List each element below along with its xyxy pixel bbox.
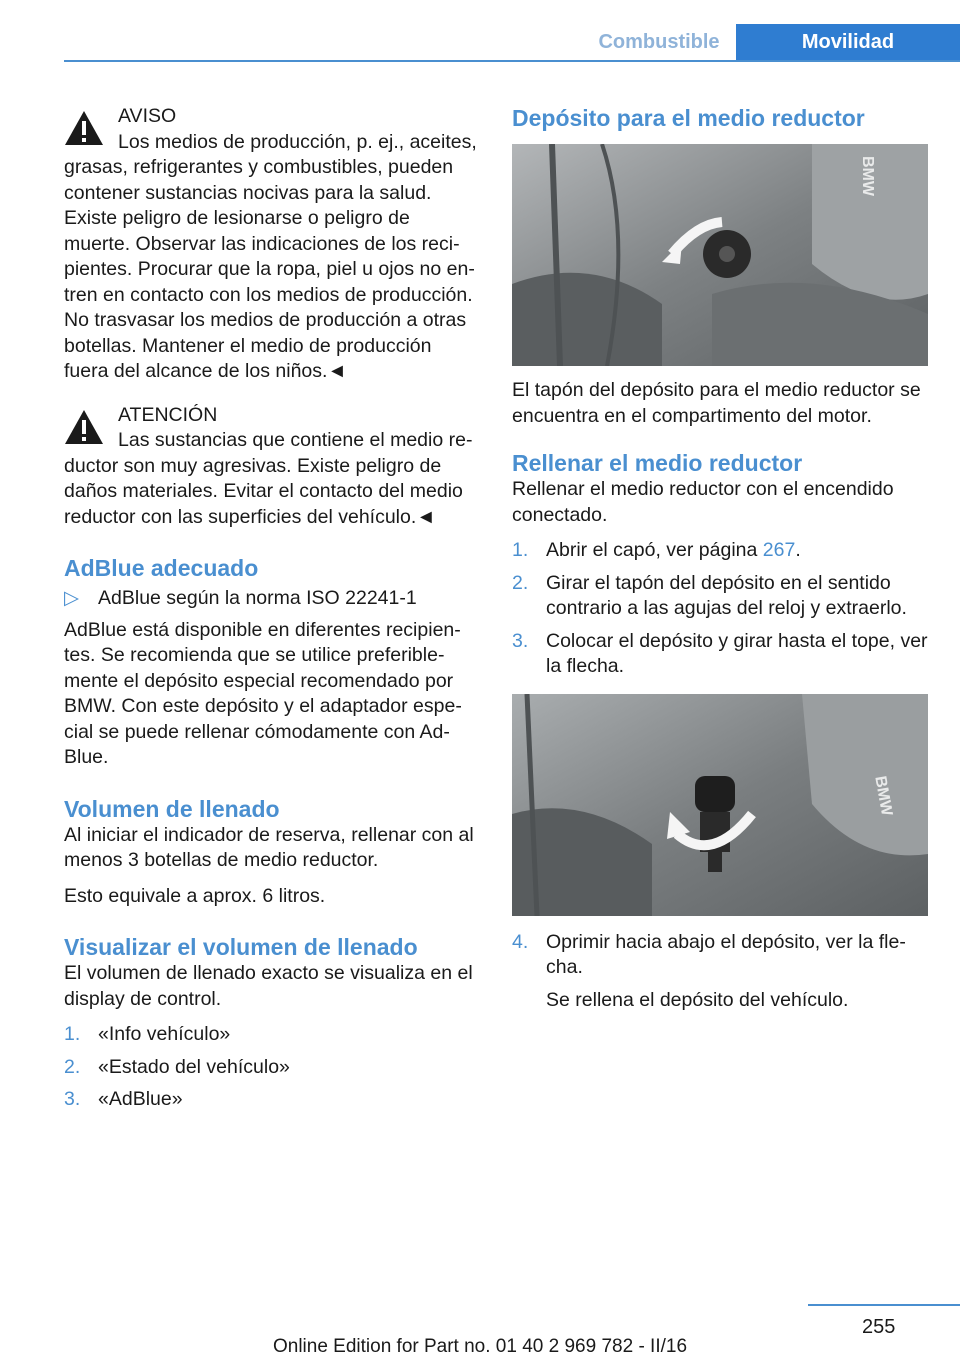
section-heading: Depósito para el medio reductor (512, 105, 865, 131)
steps-list (512, 538, 928, 680)
header-tab-movilidad[interactable]: Movilidad (736, 24, 960, 60)
warning-triangle-icon (64, 110, 104, 146)
warning-triangle-icon (64, 409, 104, 445)
list-item (512, 629, 928, 680)
step-text: Colocar el depósito y girar hasta el tope, ver la flecha. (546, 629, 928, 677)
list-item (512, 930, 928, 981)
photo-caption: El tapón del depósito para el medio reductor se encuentra en el compartimento del motor. (512, 379, 921, 427)
steps-list (512, 930, 928, 1014)
step-number: 1. (64, 1023, 81, 1045)
step-text: «Estado del vehículo» (98, 1055, 290, 1078)
steps-list (64, 1022, 480, 1113)
list-item (512, 571, 928, 622)
step-number: 3. (64, 1088, 81, 1110)
section-visualizar (64, 933, 480, 1113)
step-number: 2. (64, 1055, 81, 1078)
step-number: 3. (512, 629, 529, 652)
step-note: Se rellena el depósito del vehículo. (546, 988, 849, 1011)
list-item (64, 1055, 480, 1081)
warning-aviso (64, 104, 480, 385)
bullet-text: AdBlue según la norma ISO 22241-1 (98, 587, 417, 609)
header-rule (64, 60, 960, 62)
section-heading: AdBlue adecuado (64, 555, 259, 581)
engine-bay-photo-1 (512, 144, 928, 366)
warning-text: Los medios de producción, p. ej., aceites, grasas, refrigerantes y combustibles, pueden contener sustancias nocivas para la salud. Existe peligro de lesionarse o peligro de muerte. Observar las indicaciones de los recipientes. Procurar que la ropa, piel u ojos no entren en contacto con los medios de producción. No trasvasar los medios de producción a otras botellas. Mantener el medio de producción fuera del alcance de los niños.◄ (64, 130, 477, 382)
paragraph: Al iniciar el indicador de reserva, rellenar con al menos 3 botellas de medio reductor. (64, 823, 474, 871)
step-number: 4. (512, 930, 529, 953)
step-text-pre: Abrir el capó, ver página (546, 539, 763, 561)
step-number: 1. (512, 539, 529, 561)
section-heading: Volumen de llenado (64, 795, 280, 822)
page-link[interactable]: 267 (762, 539, 796, 561)
paragraph: Rellenar el medio reductor con el encendido conectado. (512, 478, 894, 526)
left-column (64, 104, 480, 1123)
list-item-note (512, 988, 928, 1014)
list-item (64, 1087, 480, 1113)
section-volumen (64, 795, 480, 910)
bmw-logo-text: BMW (859, 156, 876, 196)
warning-title: AVISO (118, 105, 177, 127)
section-heading: Visualizar el volumen de llenado (64, 934, 418, 960)
step-text: «Info vehículo» (98, 1023, 231, 1045)
step-text (546, 538, 801, 564)
section-heading: Rellenar el medio reductor (512, 450, 803, 476)
footer-rule (808, 1304, 960, 1306)
paragraph: Esto equivale a aprox. 6 litros. (64, 884, 326, 907)
footer-edition: Online Edition for Part no. 01 40 2 969 782 - II/16 (272, 1336, 688, 1357)
warning-atencion (64, 403, 480, 531)
right-column (512, 104, 928, 1023)
list-item (64, 586, 480, 612)
step-text: Oprimir hacia abajo el depósito, ver la flecha. (546, 930, 906, 978)
engine-bay-photo-2 (512, 694, 928, 916)
page-number: 255 (862, 1316, 896, 1338)
paragraph: El volumen de llenado exacto se visualiza en el display de control. (64, 962, 473, 1010)
step-text: «AdBlue» (98, 1088, 183, 1110)
section-rellenar (512, 449, 928, 680)
bmw-logo-text: BMW (871, 774, 896, 817)
list-item (512, 538, 928, 564)
warning-text: Las sustancias que contiene el medio reductor son muy agresivas. Existe peligro de daños materiales. Evitar el contacto del medio reductor con las superficies del vehículo.◄ (64, 429, 473, 528)
header-tab-combustible[interactable]: Combustible (582, 24, 736, 60)
step-text: Girar el tapón del depósito en el sentido contrario a las agujas del reloj y extraerlo. (546, 571, 907, 619)
step-number: 2. (512, 571, 529, 594)
bullet-arrow-icon: ▷ (64, 587, 79, 609)
paragraph: AdBlue está disponible en diferentes recipientes. Se recomienda que se utilice preferiblemente el depósito especial recomendado por BMW. Con este depósito y el adaptador especial se puede rellenar cómodamente con AdBlue. (64, 618, 462, 768)
list-item (64, 1022, 480, 1048)
section-adblue (64, 554, 480, 771)
warning-title: ATENCIÓN (118, 403, 218, 426)
step-text-post: . (795, 539, 801, 561)
